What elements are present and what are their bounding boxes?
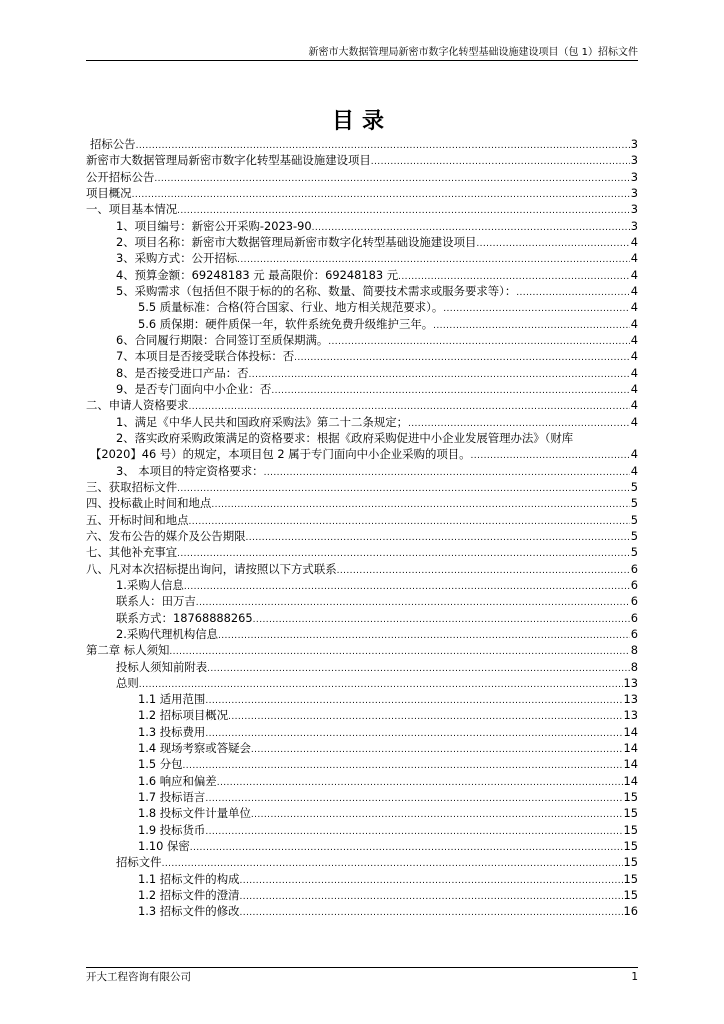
toc-entry-page: 4 (630, 349, 638, 364)
toc-entry-title: 六、发布公告的媒介及公告期限 (86, 528, 246, 543)
toc-entry[interactable] (86, 283, 638, 299)
toc-entry-page: 4 (630, 251, 638, 266)
toc-entry-page: 13 (623, 692, 638, 707)
toc-leader-dots (190, 840, 623, 854)
toc-entry-page: 3 (630, 169, 638, 184)
toc-leader-dots (471, 448, 630, 462)
toc-entry-title: 总则 (116, 675, 139, 690)
toc-entry[interactable] (86, 381, 638, 397)
toc-entry-page: 13 (623, 708, 638, 723)
toc-leader-dots (516, 285, 630, 299)
toc-entry-page: 5 (630, 545, 638, 560)
page-header (86, 40, 638, 61)
toc-entry-title: 1.4 现场考察或答疑会 (138, 741, 251, 756)
toc-entry-page: 4 (630, 414, 638, 429)
toc-entry[interactable] (86, 185, 638, 201)
toc-entry[interactable] (86, 136, 638, 152)
toc-leader-dots (433, 318, 630, 332)
toc-entry-title: 2、项目名称：新密市大数据管理局新密市数字化转型基础设施建设项目 (116, 234, 477, 249)
toc-entry[interactable] (86, 561, 638, 577)
toc-entry-title: 3、 本项目的特定资格要求： (116, 463, 264, 478)
toc-entry-title: 4、预算金额：69248183 元 最高限价：69248183 元 (116, 267, 399, 282)
toc-leader-dots (139, 677, 623, 691)
toc-leader-dots (239, 889, 622, 903)
toc-leader-dots (264, 465, 630, 479)
toc-entry[interactable] (86, 610, 638, 626)
toc-entry[interactable] (86, 267, 638, 283)
toc-leader-dots (169, 644, 629, 658)
toc-entry-title: 1.1 招标文件的构成 (138, 871, 240, 886)
toc-entry-title: 1、满足《中华人民共和国政府采购法》第二十二条规定； (116, 414, 409, 429)
toc-entry-title: 招标公告 (90, 137, 136, 151)
footer-company: 开大工程咨询有限公司 (86, 971, 191, 983)
toc-leader-dots (183, 758, 623, 772)
toc-leader-dots (398, 269, 630, 283)
toc-entry-title: 9、是否专门面向中小企业：否 (116, 381, 272, 396)
toc-entry[interactable] (86, 365, 638, 381)
toc-entry-title: 一、项目基本情况 (86, 202, 178, 217)
toc-entry-title: 1.6 响应和偏差 (138, 773, 217, 788)
toc-entry[interactable] (86, 250, 638, 266)
toc-entry-title: 第二章 标人须知 (86, 643, 170, 658)
toc-leader-dots (253, 612, 630, 626)
toc-entry-title: 联系方式：18768888265 (116, 610, 253, 625)
toc-entry-title: 1.1 适用范围 (138, 692, 206, 707)
toc-entry-page: 3 (630, 202, 638, 217)
toc-entry[interactable] (86, 822, 638, 838)
toc-entry[interactable] (86, 446, 638, 462)
toc-entry-title: 公开招标公告 (86, 169, 155, 184)
toc-entry-page: 15 (623, 790, 638, 805)
toc-leader-dots (312, 220, 630, 234)
toc-entry[interactable] (86, 528, 638, 544)
toc-entry-page: 4 (630, 283, 638, 298)
toc-leader-dots (211, 497, 629, 511)
toc-entry-page: 4 (630, 398, 638, 413)
toc-entry-page: 3 (630, 185, 638, 200)
toc-entry-page: 6 (630, 561, 638, 576)
toc-entry-page: 4 (630, 332, 638, 347)
toc-leader-dots (218, 628, 630, 642)
toc-entry[interactable] (86, 234, 638, 250)
toc-entry[interactable] (86, 724, 638, 740)
toc-entry[interactable] (86, 756, 638, 772)
toc-entry-title: 八、凡对本次招标提出询问，请按照以下方式联系 (86, 561, 337, 576)
toc-entry-page: 14 (623, 724, 638, 739)
toc-entry-title: 6、合同履行期限：合同签订至质保期满。 (116, 332, 329, 347)
toc-entry[interactable] (86, 740, 638, 756)
toc-entry-page: 6 (630, 626, 638, 641)
toc-leader-dots (239, 873, 622, 887)
toc-entry-page: 5 (630, 479, 638, 494)
toc-entry[interactable] (86, 773, 638, 789)
toc-entry-page: 13 (623, 675, 638, 690)
toc-leader-dots (217, 775, 623, 789)
toc-entry-page: 4 (630, 447, 638, 462)
toc-entry-title: 5、采购需求（包括但不限于标的的名称、数量、简要技术需求或服务要求等）： (116, 283, 517, 298)
toc-leader-dots (205, 726, 622, 740)
footer-page-number: 1 (631, 971, 638, 983)
toc-leader-dots (177, 203, 630, 217)
toc-entry-page: 8 (630, 643, 638, 658)
toc-entry-page: 16 (623, 904, 638, 919)
toc-entry-title: 1.3 招标文件的修改 (138, 904, 240, 919)
toc-entry-page: 4 (630, 267, 638, 282)
toc-entry-title: 【2020】46 号）的规定，本项目包 2 属于专门面向中小企业采购的项目。 (90, 447, 471, 462)
header-text: 新密市大数据管理局新密市数字化转型基础设施建设项目（包 1）招标文件 (308, 47, 638, 58)
toc-entry[interactable] (86, 691, 638, 707)
toc-leader-dots (249, 367, 630, 381)
toc-entry[interactable] (86, 495, 638, 511)
toc-leader-dots (476, 236, 629, 250)
toc-entry-title: 1、项目编号：新密公开采购-2023-90 (116, 218, 312, 233)
toc-entry-page: 3 (630, 137, 638, 151)
toc-entry-page: 5 (630, 528, 638, 543)
toc-entry[interactable] (86, 707, 638, 723)
toc-leader-dots (205, 693, 622, 707)
toc-entry-page: 3 (630, 153, 638, 168)
toc-leader-dots (251, 742, 623, 756)
toc-entry-title: 1.采购人信息 (116, 577, 184, 592)
toc-entry-page: 15 (623, 855, 638, 870)
toc-entry[interactable] (86, 463, 638, 479)
toc-entry[interactable] (86, 397, 638, 413)
toc-entry-page: 4 (630, 234, 638, 249)
toc-entry[interactable] (86, 299, 638, 315)
toc-entry-page: 15 (623, 806, 638, 821)
page-title: 目录 (331, 109, 392, 134)
toc-leader-dots (162, 856, 623, 870)
toc-leader-dots (189, 399, 630, 413)
toc-entry[interactable] (86, 348, 638, 364)
toc-leader-dots (294, 350, 630, 364)
toc-entry-title: 联系人：田万吉 (116, 594, 196, 609)
toc-entry[interactable] (86, 169, 638, 185)
toc-entry-page: 4 (630, 463, 638, 478)
toc-entry-title: 项目概况 (86, 185, 132, 200)
toc-entry[interactable] (86, 854, 638, 870)
toc-entry[interactable] (86, 201, 638, 217)
toc-entry[interactable] (86, 414, 638, 430)
toc-entry-page: 4 (630, 316, 638, 331)
toc-entry-wrapped-line[interactable]: 2、落实政府采购政策满足的资格要求：根据《政府采购促进中小企业发展管理办法》（财库 (116, 430, 574, 445)
page-footer (86, 967, 638, 986)
toc-entry[interactable] (86, 789, 638, 805)
toc-entry-title: 1.3 投标费用 (138, 724, 206, 739)
toc-leader-dots (205, 791, 622, 805)
toc-entry-page: 4 (630, 365, 638, 380)
toc-entry-page: 6 (630, 594, 638, 609)
toc-entry-page: 6 (630, 610, 638, 625)
toc-leader-dots (408, 416, 630, 430)
toc-entry[interactable] (86, 152, 638, 168)
table-of-contents (86, 136, 638, 920)
toc-leader-dots (207, 661, 630, 675)
toc-leader-dots (177, 546, 630, 560)
toc-entry-page: 14 (623, 757, 638, 772)
toc-entry[interactable] (86, 479, 638, 495)
toc-entry[interactable] (86, 544, 638, 560)
toc-entry-title: 招标文件 (116, 855, 162, 870)
toc-entry-title: 1.8 投标文件计量单位 (138, 806, 251, 821)
toc-leader-dots (443, 301, 630, 315)
toc-leader-dots (136, 138, 630, 152)
toc-entry-page: 8 (630, 659, 638, 674)
toc-leader-dots (132, 187, 630, 201)
toc-entry-title: 7、本项目是否接受联合体投标：否 (116, 349, 295, 364)
toc-entry[interactable] (86, 577, 638, 593)
toc-leader-dots (239, 905, 622, 919)
toc-entry-title: 七、其他补充事宜 (86, 545, 178, 560)
toc-entry-page: 5 (630, 512, 638, 527)
toc-entry-title: 3、采购方式：公开招标 (116, 251, 238, 266)
toc-leader-dots (154, 171, 629, 185)
toc-entry-title: 1.10 保密 (138, 839, 190, 854)
toc-leader-dots (337, 563, 630, 577)
toc-entry-title: 三、获取招标文件 (86, 479, 178, 494)
toc-entry[interactable] (86, 593, 638, 609)
toc-entry[interactable] (86, 659, 638, 675)
toc-leader-dots (237, 252, 630, 266)
toc-entry-title: 5.5 质量标准：合格(符合国家、行业、地方相关规范要求）。 (138, 300, 444, 315)
toc-entry-title: 1.7 投标语言 (138, 790, 206, 805)
toc-entry[interactable] (86, 805, 638, 821)
toc-entry-page: 14 (623, 773, 638, 788)
toc-entry[interactable] (86, 871, 638, 887)
toc-leader-dots (196, 595, 630, 609)
toc-leader-dots (205, 824, 622, 838)
toc-entry-page: 15 (623, 888, 638, 903)
toc-leader-dots (189, 514, 630, 528)
toc-entry-page: 15 (623, 871, 638, 886)
toc-leader-dots (251, 807, 623, 821)
toc-leader-dots (271, 383, 629, 397)
toc-entry-page: 15 (623, 822, 638, 837)
toc-leader-dots (177, 481, 630, 495)
toc-entry[interactable] (86, 512, 638, 528)
toc-entry-title: 8、是否接受进口产品：否 (116, 365, 249, 380)
toc-entry-page: 4 (630, 300, 638, 315)
toc-entry[interactable] (86, 887, 638, 903)
toc-entry-page: 3 (630, 218, 638, 233)
toc-entry-page: 15 (623, 839, 638, 854)
toc-entry-title: 1.2 招标文件的澄清 (138, 888, 240, 903)
toc-entry-title: 新密市大数据管理局新密市数字化转型基础设施建设项目 (86, 153, 371, 168)
toc-entry-title: 1.5 分包 (138, 757, 183, 772)
toc-entry-title: 5.6 质保期：硬件质保一年，软件系统免费升级维护三年。 (138, 316, 434, 331)
toc-entry[interactable] (86, 332, 638, 348)
toc-entry[interactable] (86, 218, 638, 234)
toc-entry-title: 2.采购代理机构信息 (116, 626, 218, 641)
toc-entry-title: 1.2 招标项目概况 (138, 708, 229, 723)
toc-entry-page: 5 (630, 496, 638, 511)
toc-entry-title: 五、开标时间和地点 (86, 512, 189, 527)
toc-entry-page: 4 (630, 381, 638, 396)
toc-leader-dots (245, 530, 629, 544)
toc-entry[interactable] (86, 626, 638, 642)
toc-entry-title: 二、申请人资格要求 (86, 398, 189, 413)
toc-entry[interactable] (86, 642, 638, 658)
toc-entry-title: 投标人须知前附表 (116, 659, 208, 674)
toc-entry[interactable] (86, 675, 638, 691)
toc-entry-title: 1.9 投标货币 (138, 822, 206, 837)
toc-leader-dots (184, 579, 630, 593)
toc-entry[interactable] (86, 903, 638, 919)
toc-entry[interactable] (86, 316, 638, 332)
toc-leader-dots (228, 709, 622, 723)
toc-leader-dots (371, 154, 630, 168)
toc-entry-title: 四、投标截止时间和地点 (86, 496, 212, 511)
toc-entry[interactable] (86, 838, 638, 854)
toc-entry-page: 14 (623, 741, 638, 756)
toc-entry-page: 6 (630, 577, 638, 592)
toc-leader-dots (328, 334, 629, 348)
